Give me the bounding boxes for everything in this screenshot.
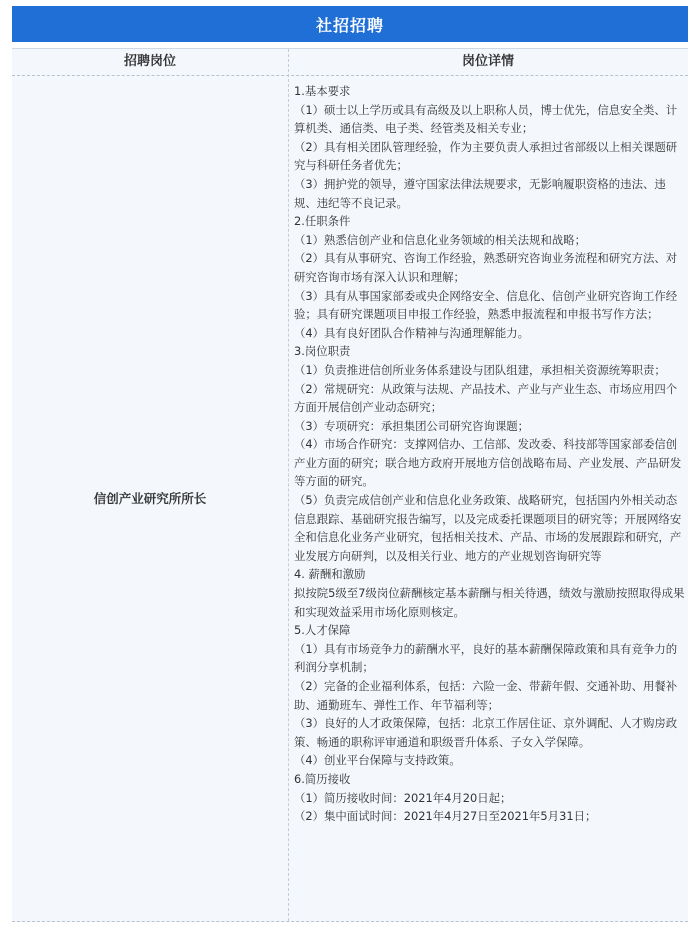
detail-line: 6.简历接收 [294,771,351,786]
detail-line: （3）拥护党的领导，遵守国家法律法规要求，无影响履职资格的违法、违规、违纪等不良记录。 [294,176,666,210]
detail-line: （2）集中面试时间：2021年4月27日至2021年5月31日； [294,809,597,824]
detail-line: 4. 薪酬和激励 [294,567,366,582]
detail-line: （2）常规研究：从政策与法规、产品技术、产业与产业生态、市场应用四个方面开展信创产业动态研究； [294,381,678,415]
detail-line: （4）创业平台保障与支持政策。 [294,753,461,768]
position-name: 信创产业研究所所长 [93,491,207,506]
detail-line: （1）熟悉信创产业和信息化业务领域的相关法规和战略； [294,232,587,247]
detail-line: （4）具有良好团队合作精神与沟通理解能力。 [294,325,530,340]
detail-line: （3）良好的人才政策保障，包括：北京工作居住证、京外调配、人才购房政策、畅通的职称评审通道和职级晋升体系、子女入学保障。 [294,716,678,749]
detail-line: 3.岗位职责 [294,344,351,359]
detail-line: （2）具有相关团队管理经验，作为主要负责人承担过省部级以上相关课题研究与科研任务者优先； [294,139,678,173]
detail-line: （2）具有从事研究、咨询工作经验，熟悉研究咨询业务流程和研究方法、对研究咨询市场有深入认识和理解； [294,251,678,284]
detail-line: 5.人才保障 [294,623,351,638]
detail-line: （3）专项研究：承担集团公司研究咨询课题； [294,418,530,433]
detail-line: 1.基本要求 [294,84,351,98]
detail-line: （2）完备的企业福利体系，包括：六险一金、带薪年假、交通补助、用餐补助、通勤班车、弹性工作、年节福利等； [294,679,678,712]
detail-line: 拟按院5级至7级岗位薪酬核定基本薪酬与相关待遇，绩效与激励按照取得成果和实现效益采用市场化原则核定。 [294,586,685,619]
detail-line: 2.任职条件 [294,214,351,229]
detail-line: （4）市场合作研究：支撑网信办、工信部、发改委、科技部等国家部委信创产业方面的研究；联合地方政府开展地方信创战略布局、产业发展、产品研发等方面的研究。 [294,437,682,489]
detail-line: （1）负责推进信创所业务体系建设与团队组建，承担相关资源统筹职责； [294,362,666,377]
header-details: 岗位详情 [461,54,514,69]
recruitment-table [12,48,688,922]
header-position: 招聘岗位 [123,54,176,69]
detail-line: （1）具有市场竞争力的薪酬水平，良好的基本薪酬保障政策和具有竞争力的利润分享机制； [294,641,678,675]
table-header-row [12,49,688,76]
page-title: 社招招聘 [12,6,688,42]
detail-line: （5）负责完成信创产业和信息化业务政策、战略研究，包括国内外相关动态信息跟踪、基础研究报告编写，以及完成委托课题项目的研究等；开展网络安全和信息化业务产业研究，包括相关技术、产品、市场的发展跟踪和研究，产业发展方向研判，以及相关行业、地方的产业规划咨询研究等 [294,493,682,563]
position-details [294,82,686,826]
detail-line: （1）简历接收时间：2021年4月20日起； [294,790,512,805]
column-divider [288,49,289,921]
detail-line: （1）硕士以上学历或具有高级及以上职称人员，博士优先，信息安全类、计算机类、通信类、电子类、经管类及相关专业； [294,102,678,136]
detail-line: （3）具有从事国家部委或央企网络安全、信息化、信创产业研究咨询工作经验；具有研究课题项目申报工作经验，熟悉申报流程和申报书写作方法； [294,288,678,322]
